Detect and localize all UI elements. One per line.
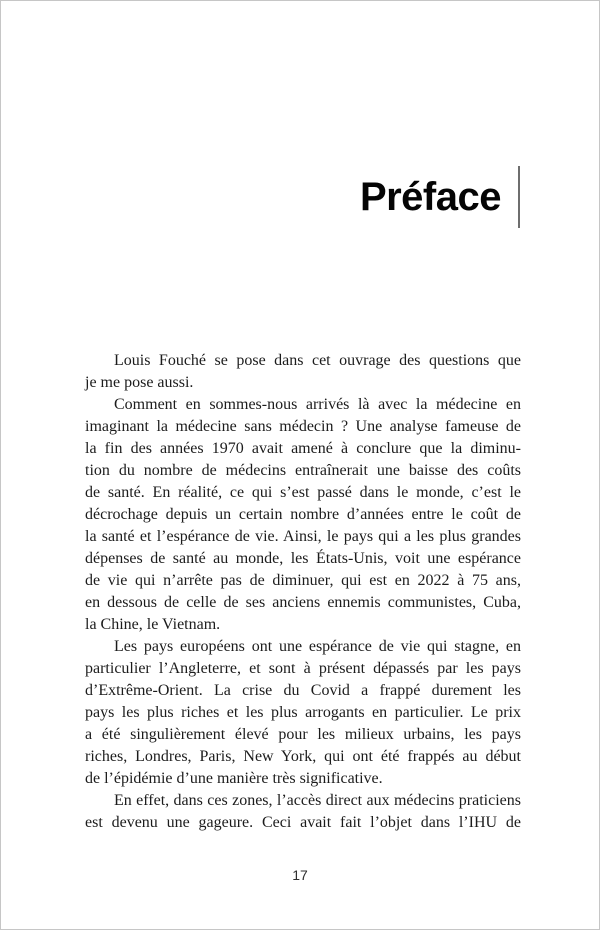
text-line: dépenses de santé au monde, les États-Unis, voit une espérance: [85, 550, 521, 567]
title-rule: [518, 166, 520, 228]
text-line: riches, Londres, Paris, New York, qui ont été frappés au début: [85, 748, 521, 765]
text-line: je me pose aussi.: [85, 374, 194, 391]
text-line: pays les plus riches et les plus arrogants en particulier. Le prix: [85, 704, 521, 721]
text-line: de l’épidémie d’une manière très significative.: [85, 770, 383, 787]
text-line: Comment en sommes-nous arrivés là avec la médecine en: [114, 396, 521, 413]
page-number: 17: [292, 867, 308, 883]
page-title: Préface: [359, 175, 501, 219]
text-line: en dessous de celle de ses anciens ennemis communistes, Cuba,: [85, 594, 521, 611]
text-line: Louis Fouché se pose dans cet ouvrage des questions que: [114, 352, 521, 369]
text-line: de santé. En réalité, ce qui s’est passé dans le monde, c’est le: [85, 484, 521, 501]
text-line: En effet, dans ces zones, l’accès direct aux médecins praticiens: [114, 792, 521, 809]
text-line: décrochage depuis un certain nombre d’années entre le coût de: [85, 506, 521, 523]
chapter-heading: [360, 166, 520, 228]
body-text: [85, 350, 521, 834]
text-line: de vie qui n’arrête pas de diminuer, qui est en 2022 à 75 ans,: [85, 572, 521, 589]
text-line: imaginant la médecine sans médecin ? Une analyse fameuse de: [85, 418, 521, 435]
text-line: a été singulièrement élevé pour les milieux urbains, les pays: [85, 726, 521, 743]
text-line: la santé et l’espérance de vie. Ainsi, le pays qui a les plus grandes: [85, 528, 521, 545]
text-line: Les pays européens ont une espérance de vie qui stagne, en: [114, 638, 521, 655]
text-line: la fin des années 1970 avait amené à conclure que la diminu-: [85, 440, 521, 457]
text-line: la Chine, le Vietnam.: [85, 616, 221, 633]
text-line: tion du nombre de médecins entraînerait une baisse des coûts: [85, 462, 521, 479]
text-line: d’Extrême-Orient. La crise du Covid a frappé durement les: [85, 682, 521, 699]
text-line: est devenu une gageure. Ceci avait fait l’objet dans l’IHU de: [85, 814, 521, 831]
text-line: particulier l’Angleterre, et sont à présent dépassés par les pays: [85, 660, 521, 677]
